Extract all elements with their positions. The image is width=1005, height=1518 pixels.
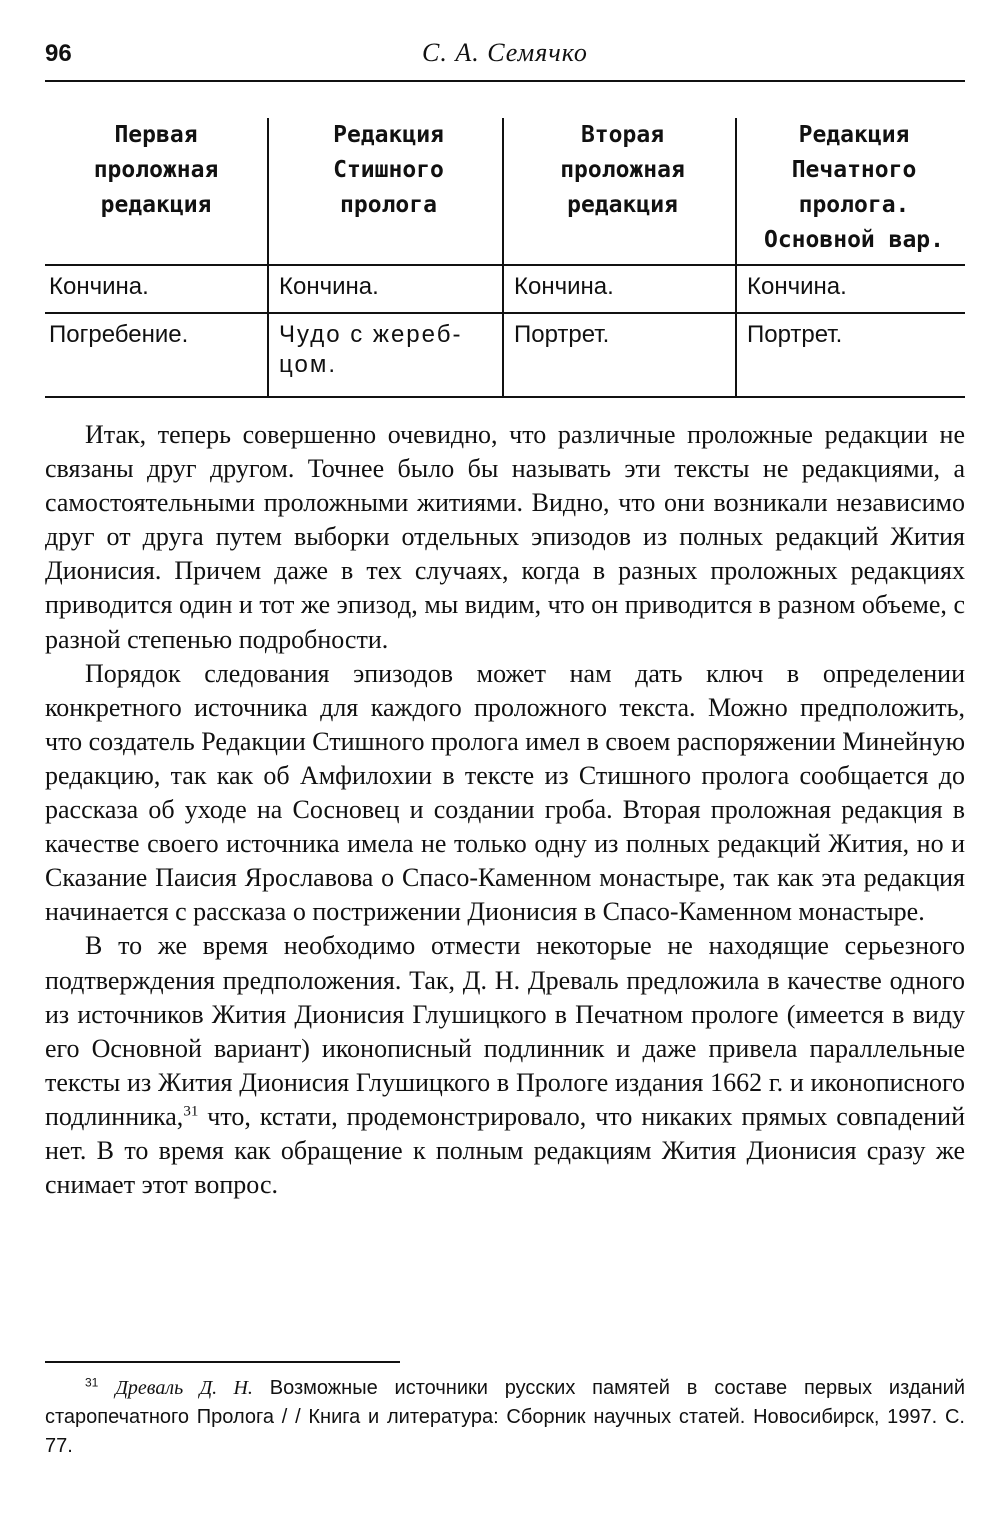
paragraph [45, 929, 965, 1202]
paragraph: Итак, теперь совершенно очевидно, что различные проложные редакции не связаны друг другом. Точнее было бы называть эти тексты не редакциями, а самостоятельными проложными житиями. Видно, что они возникали независимо друг от друга путем выборки отдельных эпизодов из полных редакций Жития Дионисия. Причем даже в тех случаях, когда в разных проложных редакциях приводится один и тот же эпизод, мы видим, что он приводится в разном объеме, с разной степенью подробности. [45, 420, 965, 654]
table-cell: Кончина. [503, 265, 736, 313]
paragraph-text: В то же время необходимо отмести некоторые не находящие серьезного подтверждения предположения. Так, Д. Н. Древаль предложила в качестве одного из источников Жития Дионисия Глушицкого в Печатном прологе (имеется в виду его Основной вариант) иконописный подлинник и даже привела параллельные тексты из Жития Дионисия Глушицкого в Прологе издания 1662 г. и иконописного подлинника, [45, 931, 965, 1131]
table-row [45, 265, 965, 313]
running-head: С. А. Семячко [422, 38, 588, 67]
footnote-divider [45, 1361, 400, 1363]
table-cell: Погребение. [45, 313, 268, 397]
comparison-table [45, 118, 965, 398]
paragraph-text: что, кстати, продемонстрировало, что никаких прямых совпадений нет. В то время как обращение к полным редакциям Жития Дионисия сразу же снимает этот вопрос. [45, 1101, 965, 1200]
table-header-cell: Редакция Печатного пролога. Основной вар. [736, 118, 965, 265]
table-header-cell: Редакция Стишного пролога [268, 118, 503, 265]
footnote-number: 31 [85, 1375, 99, 1390]
page-header [45, 38, 965, 82]
table-cell: Кончина. [268, 265, 503, 313]
paragraph: Порядок следования эпизодов может нам дать ключ в определении конкретного источника для каждого проложного текста. Можно предположить, что создатель Редакции Стишного пролога имел в своем распоряжении Минейную редакцию, так как об Амфилохии в тексте из Стишного пролога сообщается до рассказа об уходе на Сосновец и создании гроба. Вторая проложная редакция в качестве своего источника имела не только одну из полных редакций Жития, но и Сказание Паисия Ярославова о Спасо-Каменном монастыре, так как эта редакция начинается с рассказа о пострижении Дионисия в Спасо-Каменном монастыре. [45, 658, 965, 927]
footnote-reference[interactable]: 31 [183, 1103, 199, 1120]
page-number: 96 [45, 40, 72, 67]
table-row [45, 313, 965, 397]
body-text [45, 418, 965, 1202]
table-cell: Чудо с жереб- цом. [268, 313, 503, 397]
table-cell: Портрет. [503, 313, 736, 397]
footnote [45, 1374, 965, 1461]
table-header-row [45, 118, 965, 265]
table-cell: Кончина. [45, 265, 268, 313]
table-cell: Портрет. [736, 313, 965, 397]
footnote-author: Древаль Д. Н. [115, 1377, 253, 1399]
table-cell: Кончина. [736, 265, 965, 313]
table-header-cell: Вторая проложная редакция [503, 118, 736, 265]
table-header-cell: Первая проложная редакция [45, 118, 268, 265]
footnote-text: Возможные источники русских памятей в составе первых изданий старопечатного Пролога / / Книга и литература: Сборник научных статей. Новосибирск, 1997. С. 77. [45, 1377, 966, 1457]
